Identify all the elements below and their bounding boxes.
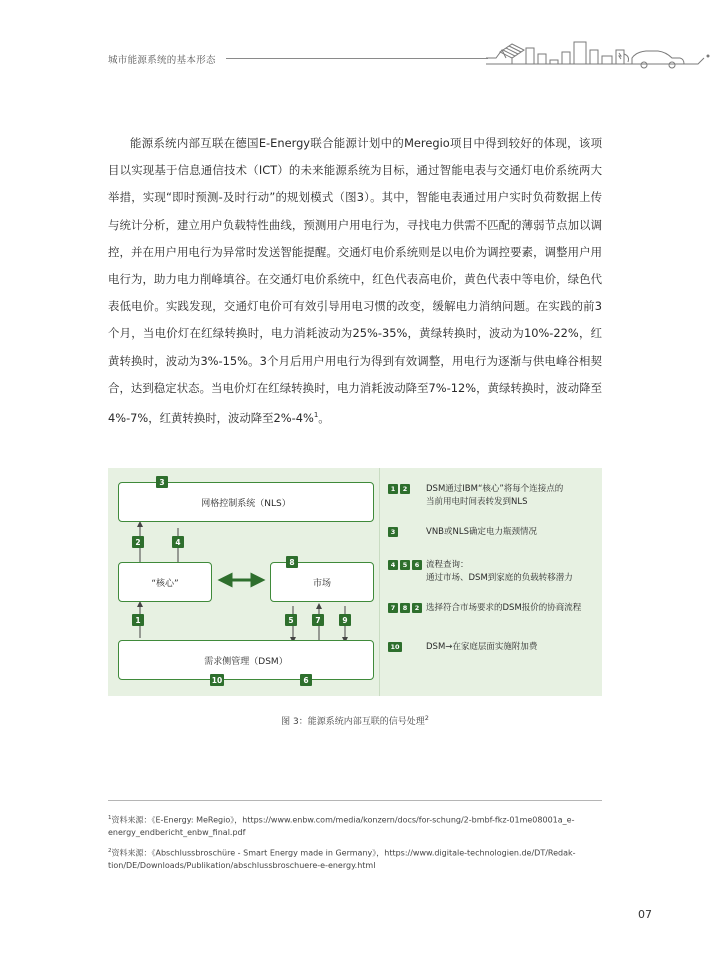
footnote-text[interactable]: 资料来源：《Abschlussbroschüre - Smart Energy made in Germany》，https://www.digitale-technologien.de/DT/Redak-tion/DE/Downloads/Publikation/abschlussbroschuere-e-energy.html — [108, 848, 576, 871]
legend-badge: 2 — [400, 484, 410, 494]
footnote-2 — [108, 845, 602, 873]
footnote-mark: 2 — [108, 848, 112, 854]
legend-item — [388, 641, 537, 654]
footnote-mark: 1 — [108, 815, 112, 821]
footnote-ref-2[interactable]: 2 — [424, 714, 429, 722]
legend-item — [388, 602, 581, 615]
badge-4: 4 — [172, 536, 184, 548]
core-box — [118, 562, 212, 602]
footnote-ref-1[interactable]: 1 — [313, 411, 319, 420]
body-paragraph — [108, 130, 602, 432]
footnote-rule — [108, 800, 602, 801]
legend-badges — [388, 483, 426, 509]
body-text: 能源系统内部互联在德国E-Energy联合能源计划中的Meregio项目中得到较好的体现，该项目以实现基于信息通信技术（ICT）的未来能源系统为目标，通过智能电表与交通灯电价系统两大举措，实现“即时预测-及时行动”的规划模式（图3）。其中，智能电表通过用户实时负荷数据上传与统计分析，建立用户负载特性曲线，预测用户用电行为，寻找电力供需不匹配的薄弱节点加以调控，并在用户用电行为异常时发送智能提醒。交通灯电价系统则是以电价为调控要素，调整用户用电行为，助力电力削峰填谷。在交通灯电价系统中，红色代表高电价，黄色代表中等电价，绿色代表低电价。实践发现，交通灯电价可有效引导用电习惯的改变，缓解电力消纳问题。在实践的前3个月，当电价灯在红绿转换时，电力消耗波动为25%-35%，黄绿转换时，波动为10%-22%，红黄转换时，波动为3%-15%。3个月后用户用电行为得到有效调整，用电行为逐渐与供电峰谷相契合，达到稳定状态。当电价灯在红绿转换时，电力消耗波动降至7%-12%，黄绿转换时，波动降至4%-7%，红黄转换时，波动降至2%-4% — [108, 136, 602, 425]
badge-8: 8 — [286, 556, 298, 568]
market-box — [270, 562, 374, 602]
legend-badge: 2 — [412, 603, 422, 613]
header-rule — [226, 58, 488, 59]
body-period: 。 — [318, 410, 330, 425]
badge-5: 5 — [285, 614, 297, 626]
badge-1: 1 — [132, 614, 144, 626]
legend-badge: 5 — [400, 560, 410, 570]
legend-item — [388, 559, 573, 585]
legend-badge: 10 — [388, 642, 402, 652]
legend-badges — [388, 526, 426, 539]
legend-badge: 1 — [388, 484, 398, 494]
figure-legend — [379, 468, 603, 696]
legend-badge: 7 — [388, 603, 398, 613]
dsm-box — [118, 640, 374, 680]
footnote-text[interactable]: 资料来源：《E-Energy: MeRegio》，https://www.enbw.com/media/konzern/docs/for-schung/2-bmbf-fkz-01me08001a_e-energy_endbericht_enbw_final.pdf — [108, 815, 575, 838]
legend-badges — [388, 641, 426, 654]
caption-text: 图 3：能源系统内部互联的信号处理 — [281, 717, 425, 727]
badge-3: 3 — [156, 476, 168, 488]
badge-10: 10 — [211, 675, 223, 685]
nls-label: 网格控制系统（NLS） — [201, 498, 291, 509]
legend-badges — [388, 559, 426, 585]
page-header — [108, 40, 608, 76]
legend-badge: 3 — [388, 527, 398, 537]
core-label: “核心” — [151, 578, 179, 589]
page-number: 07 — [638, 908, 652, 921]
market-label: 市场 — [312, 578, 331, 589]
legend-badge: 4 — [388, 560, 398, 570]
badge-7: 7 — [312, 614, 324, 626]
legend-text: DSM通过IBM“核心”将每个连接点的 当前用电时间表转发到NLS — [426, 484, 564, 507]
legend-text: VNB或NLS确定电力瓶颈情况 — [426, 527, 537, 537]
dsm-label: 需求侧管理（DSM） — [204, 656, 288, 667]
signal-flow-figure — [108, 468, 602, 696]
badge-9: 9 — [339, 614, 351, 626]
header-title: 城市能源系统的基本形态 — [108, 55, 216, 66]
legend-badges — [388, 602, 426, 615]
legend-item — [388, 483, 563, 509]
legend-badge: 6 — [412, 560, 422, 570]
city-skyline-illustration — [486, 40, 710, 76]
legend-text: DSM→在家庭层面实施附加费 — [426, 642, 538, 652]
nls-box — [118, 482, 374, 522]
legend-badge: 8 — [400, 603, 410, 613]
badge-2: 2 — [132, 536, 144, 548]
legend-text: 选择符合市场要求的DSM报价的协商流程 — [426, 603, 582, 613]
legend-item — [388, 526, 537, 539]
legend-text: 流程查询： 通过市场、DSM到家庭的负载转移潜力 — [426, 560, 573, 583]
footnote-1 — [108, 812, 602, 840]
figure-caption — [0, 714, 710, 727]
badge-6: 6 — [300, 674, 312, 686]
